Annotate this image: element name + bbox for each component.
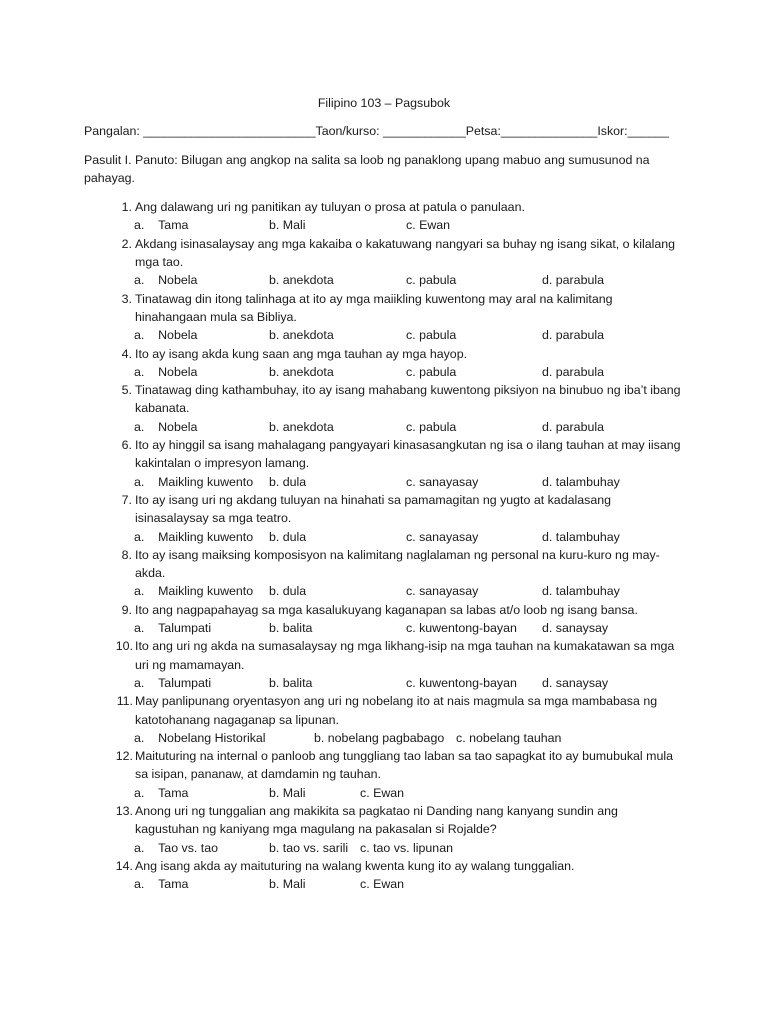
question-number: 1. (121, 200, 132, 215)
question-number: 14. (115, 858, 133, 873)
choice-row (134, 875, 684, 893)
choice-row (134, 729, 684, 747)
choice-option[interactable]: a. Talumpati (134, 675, 212, 690)
choice-option[interactable]: a. Maikling kuwento (134, 584, 254, 599)
choice-option[interactable]: b. nobelang pagbabago (314, 730, 445, 745)
question-item (84, 601, 684, 638)
question-text: May panlipunang oryentasyon ang uri ng nobelang ito at nais magmula sa mga mambabasa ng katotohanang nagaganap sa lipunan. (135, 694, 658, 727)
choice-row (134, 619, 684, 637)
question-number: 5. (121, 383, 132, 398)
choice-option[interactable]: c. Ewan (360, 877, 405, 892)
choice-option[interactable]: d. parabula (542, 273, 605, 288)
question-number: 12. (115, 749, 133, 764)
choice-option[interactable]: c. pabula (406, 419, 457, 434)
question-text: Ito ay hinggil sa isang mahalagang pangyayari kinasasangkutan ng isa o ilang tauhan at may iisang kakintalan o impresyon lamang. (135, 438, 681, 471)
choice-option[interactable]: b. balita (269, 675, 313, 690)
question-text: Ito ay isang akda kung saan ang mga tauhan ay mga hayop. (135, 346, 468, 361)
choice-row (134, 582, 684, 600)
question-number: 8. (121, 547, 132, 562)
question-number: 13. (115, 803, 133, 818)
choice-option[interactable]: b. anekdota (269, 273, 334, 288)
question-text: Ito ay isang maiksing komposisyon na kalimitang naglalaman ng personal na kuru-kuro ng may-akda. (135, 547, 660, 581)
choice-option[interactable]: a. Tama (134, 785, 189, 800)
question-item (84, 290, 684, 345)
question-item (84, 198, 684, 235)
choice-row (134, 528, 684, 546)
choice-option[interactable]: c. pabula (406, 328, 457, 343)
choice-option[interactable]: b. dula (269, 584, 307, 599)
choice-option[interactable]: a. Nobela (134, 273, 198, 288)
choice-option[interactable]: a. Tama (134, 218, 189, 233)
choice-option[interactable]: c. sanayasay (406, 584, 479, 599)
choice-option[interactable]: b. dula (269, 474, 307, 489)
question-item (84, 381, 684, 436)
choice-option[interactable]: b. balita (269, 621, 313, 636)
question-number: 11. (116, 694, 133, 709)
choice-option[interactable]: d. sanaysay (542, 621, 609, 636)
choice-option[interactable]: b. dula (269, 529, 307, 544)
choice-option[interactable]: c. pabula (406, 364, 457, 379)
question-list (84, 198, 684, 893)
choice-option[interactable]: d. sanaysay (542, 675, 609, 690)
question-text: Tinatawag din itong talinhaga at ito ay mga maiikling kuwentong may aral na kalimitang hinahangaan mula sa Bibliya. (135, 291, 613, 324)
choice-option[interactable]: c. sanayasay (406, 529, 479, 544)
question-text: Ang isang akda ay maituturing na walang kwenta kung ito ay walang tunggalian. (135, 858, 575, 873)
choice-option[interactable]: c. kuwentong-bayan (406, 675, 517, 690)
choice-row (134, 473, 684, 491)
choice-option[interactable]: a. Nobela (134, 364, 198, 379)
question-number: 9. (121, 602, 132, 617)
question-number: 7. (121, 492, 132, 507)
question-item (84, 637, 684, 692)
choice-row (134, 784, 684, 802)
choice-row (134, 326, 684, 344)
choice-option[interactable]: d. talambuhay (542, 529, 620, 544)
student-info-line: Pangalan: _________________________Taon/kurso: ____________Petsa:______________Iskor:______ (84, 124, 669, 139)
choice-option[interactable]: b. Mali (269, 218, 306, 233)
choice-option[interactable]: c. Ewan (406, 218, 451, 233)
exam-sheet (84, 94, 684, 893)
question-text: Tinatawag ding kathambuhay, ito ay isang mahabang kuwentong piksiyon na binubuo ng iba’t ibang kabanata. (135, 383, 681, 416)
question-text: Anong uri ng tunggalian ang makikita sa pagkatao ni Danding nang kanyang sundin ang kagustuhan ng kaniyang mga magulang na pakasalan si Rojalde? (135, 803, 618, 837)
choice-row (134, 216, 684, 234)
choice-option[interactable]: a. Tao vs. tao (134, 840, 219, 855)
choice-option[interactable]: a. Maikling kuwento (134, 529, 254, 544)
choice-option[interactable]: b. tao vs. sarili (269, 840, 349, 855)
question-text: Ito ay isang uri ng akdang tuluyan na hinahati sa pamamagitan ng yugto at kadalasang isinasalaysay sa mga teatro. (135, 492, 611, 526)
question-number: 6. (121, 438, 132, 453)
question-number: 3. (121, 291, 132, 306)
choice-option[interactable]: d. parabula (542, 364, 605, 379)
choice-option[interactable]: a. Talumpati (134, 621, 212, 636)
question-item (84, 857, 684, 894)
choice-option[interactable]: b. anekdota (269, 328, 334, 343)
question-text: Ito ang nagpapahayag sa mga kasalukuyang kaganapan sa labas at/o loob ng isang bansa. (135, 602, 638, 617)
choice-option[interactable]: c. Ewan (360, 785, 405, 800)
choice-option[interactable]: c. nobelang tauhan (456, 730, 562, 745)
question-text: Maituturing na internal o panloob ang tunggliang tao laban sa tao sapagkat ito ay bumubukal mula sa isipan, pananaw, at damdamin ng tauhan. (135, 749, 673, 782)
question-item (84, 747, 684, 802)
choice-option[interactable]: b. anekdota (269, 364, 334, 379)
question-text: Ito ang uri ng akda na sumasalaysay ng mga likhang-isip na mga tauhan na kumakatawan sa mga uri ng mamamayan. (135, 639, 675, 672)
question-number: 2. (121, 236, 132, 251)
choice-option[interactable]: d. talambuhay (542, 584, 620, 599)
choice-option[interactable]: a. Maikling kuwento (134, 474, 254, 489)
choice-option[interactable]: c. kuwentong-bayan (406, 621, 517, 636)
choice-option[interactable]: d. parabula (542, 328, 605, 343)
choice-option[interactable]: c. sanayasay (406, 474, 479, 489)
choice-option[interactable]: c. pabula (406, 273, 457, 288)
question-item (84, 345, 684, 382)
choice-option[interactable]: a. Nobela (134, 328, 198, 343)
question-number: 4. (121, 346, 132, 361)
question-item (84, 436, 684, 491)
question-item (84, 802, 684, 857)
choice-option[interactable]: c. tao vs. lipunan (360, 840, 453, 855)
choice-option[interactable]: d. talambuhay (542, 474, 620, 489)
choice-row (134, 363, 684, 381)
choice-row (134, 674, 684, 692)
choice-option[interactable]: b. anekdota (269, 419, 334, 434)
instructions: Pasulit I. Panuto: Bilugan ang angkop na salita sa loob ng panaklong upang mabuo ang sumusunod na pahayag. (84, 152, 650, 185)
choice-row (134, 271, 684, 289)
choice-option[interactable]: a. Nobelang Historikal (134, 730, 266, 745)
choice-option[interactable]: b. Mali (269, 785, 306, 800)
question-number: 10. (115, 639, 133, 654)
choice-option[interactable]: a. Nobela (134, 419, 198, 434)
question-item (84, 491, 684, 546)
choice-row (134, 418, 684, 436)
choice-option[interactable]: b. Mali (269, 877, 306, 892)
question-item (84, 546, 684, 601)
question-item (84, 692, 684, 747)
choice-option[interactable]: d. parabula (542, 419, 605, 434)
question-text: Akdang isinasalaysay ang mga kakaiba o kakatuwang nangyari sa buhay ng isang sikat, o kilalang mga tao. (135, 236, 676, 270)
exam-title: Filipino 103 – Pagsubok (317, 96, 451, 110)
choice-option[interactable]: a. Tama (134, 877, 189, 892)
question-item (84, 235, 684, 290)
question-text: Ang dalawang uri ng panitikan ay tuluyan o prosa at patula o panulaan. (135, 200, 525, 215)
choice-row (134, 839, 684, 857)
